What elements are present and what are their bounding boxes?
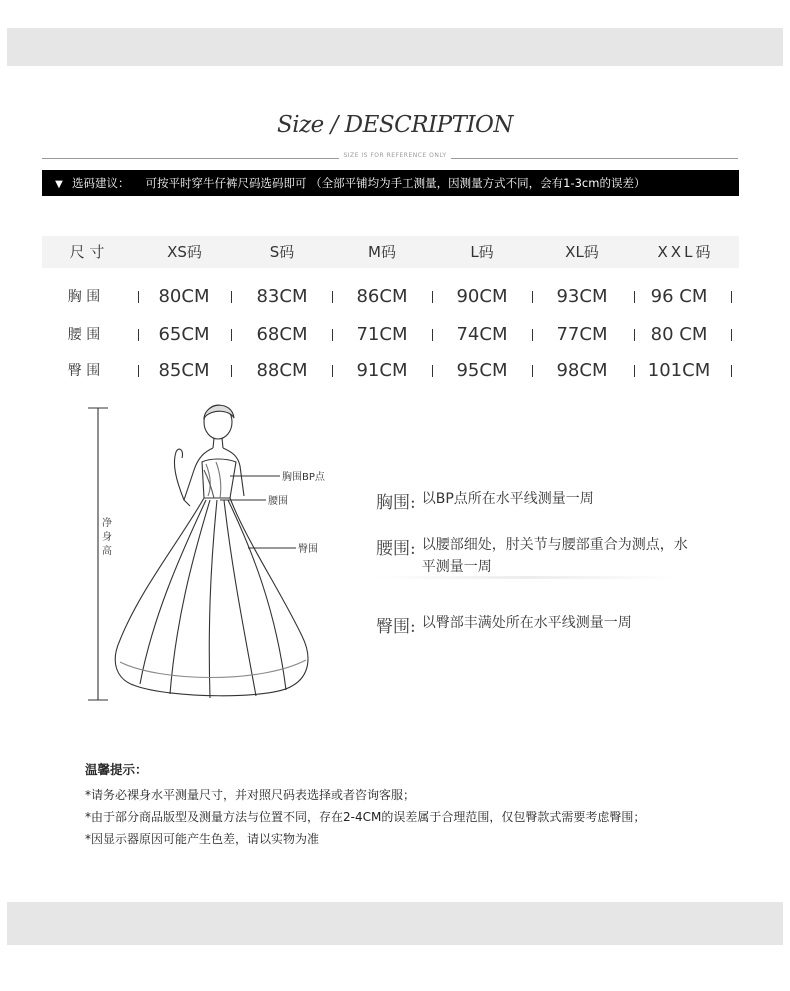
tip-line: *请务必裸身水平测量尺寸，并对照尺码表选择或者咨询客服； bbox=[85, 788, 416, 802]
table-cell: 71CM bbox=[356, 324, 408, 345]
table-row bbox=[42, 282, 739, 312]
dress-figure-illustration bbox=[80, 400, 350, 720]
measure-bust-desc: 以BP点所在水平线测量一周 bbox=[421, 491, 594, 507]
table-cell: 96 CM bbox=[650, 286, 708, 307]
divider-shadow bbox=[376, 576, 676, 579]
table-cell: 80 CM bbox=[650, 324, 708, 345]
row-label-waist: 腰 围 bbox=[67, 327, 101, 343]
header-s: S码 bbox=[269, 243, 295, 261]
table-cell: 95CM bbox=[456, 360, 508, 381]
column-separator bbox=[731, 291, 732, 303]
header-xl: XL码 bbox=[565, 243, 599, 261]
height-label-3: 高 bbox=[102, 546, 112, 557]
figure-labels bbox=[102, 470, 326, 557]
callout-hip: 臀围 bbox=[298, 544, 318, 555]
table-row bbox=[42, 320, 739, 350]
table-cell: 80CM bbox=[158, 286, 210, 307]
table-cell: 83CM bbox=[256, 286, 308, 307]
subtitle bbox=[0, 152, 790, 159]
subtitle-text: SIZE IS FOR REFERENCE ONLY bbox=[339, 152, 450, 159]
measure-hip bbox=[376, 612, 632, 637]
header-xs: XS码 bbox=[167, 243, 202, 261]
advice-text: 可按平时穿牛仔裤尺码选码即可 （全部平铺均为手工测量，因测量方式不同，会有1-3cm的误差） bbox=[145, 176, 646, 190]
table-cell: 68CM bbox=[256, 324, 308, 345]
table-cell: 101CM bbox=[647, 360, 711, 381]
tips-heading: 温馨提示： bbox=[85, 762, 148, 777]
triangle-down-icon: ▼ bbox=[55, 179, 63, 190]
measure-waist bbox=[376, 534, 688, 578]
tip-line: *因显示器原因可能产生色差，请以实物为准 bbox=[85, 832, 320, 846]
measure-hip-key: 臀围: bbox=[376, 617, 416, 637]
header-m: M码 bbox=[368, 243, 396, 261]
measure-bust bbox=[376, 488, 594, 513]
header-l: L码 bbox=[470, 243, 494, 261]
table-cell: 85CM bbox=[158, 360, 210, 381]
top-gray-band bbox=[7, 28, 783, 66]
column-separator bbox=[731, 365, 732, 377]
measure-bust-key: 胸围: bbox=[376, 493, 416, 513]
table-cell: 74CM bbox=[456, 324, 508, 345]
table-row bbox=[42, 356, 739, 386]
tips-section bbox=[85, 760, 645, 850]
advice-bar bbox=[42, 170, 739, 196]
bottom-gray-band bbox=[7, 902, 783, 945]
size-table-header bbox=[42, 236, 739, 268]
table-cell: 86CM bbox=[356, 286, 408, 307]
dress-sketch bbox=[88, 405, 308, 700]
height-label-2: 身 bbox=[102, 532, 112, 543]
tip-line: *由于部分商品版型及测量方法与位置不同，存在2-4CM的误差属于合理范围，仅包臀款式需要考虑臀围； bbox=[85, 810, 646, 824]
table-cell: 88CM bbox=[256, 360, 308, 381]
table-cell: 91CM bbox=[356, 360, 408, 381]
measure-waist-key: 腰围: bbox=[376, 539, 416, 559]
table-cell: 93CM bbox=[556, 286, 608, 307]
measure-waist-desc: 以腰部细处，肘关节与腰部重合为测点，水平测量一周 bbox=[421, 537, 688, 575]
table-cell: 90CM bbox=[456, 286, 508, 307]
measure-hip-desc: 以臀部丰满处所在水平线测量一周 bbox=[421, 615, 632, 631]
row-label-bust: 胸 围 bbox=[67, 289, 101, 305]
table-cell: 65CM bbox=[158, 324, 210, 345]
page-title: Size / DESCRIPTION bbox=[276, 112, 514, 138]
header-xxl: XXL码 bbox=[657, 243, 714, 261]
column-separator bbox=[731, 329, 732, 341]
callout-bust: 胸围BP点 bbox=[282, 472, 325, 483]
table-cell: 98CM bbox=[556, 360, 608, 381]
table-cell: 77CM bbox=[556, 324, 608, 345]
advice-label: 选码建议： bbox=[72, 176, 130, 190]
row-label-hip: 臀 围 bbox=[67, 363, 101, 379]
height-label-1: 净 bbox=[102, 518, 112, 529]
callout-waist: 腰围 bbox=[268, 496, 288, 507]
header-size: 尺 寸 bbox=[69, 243, 105, 261]
